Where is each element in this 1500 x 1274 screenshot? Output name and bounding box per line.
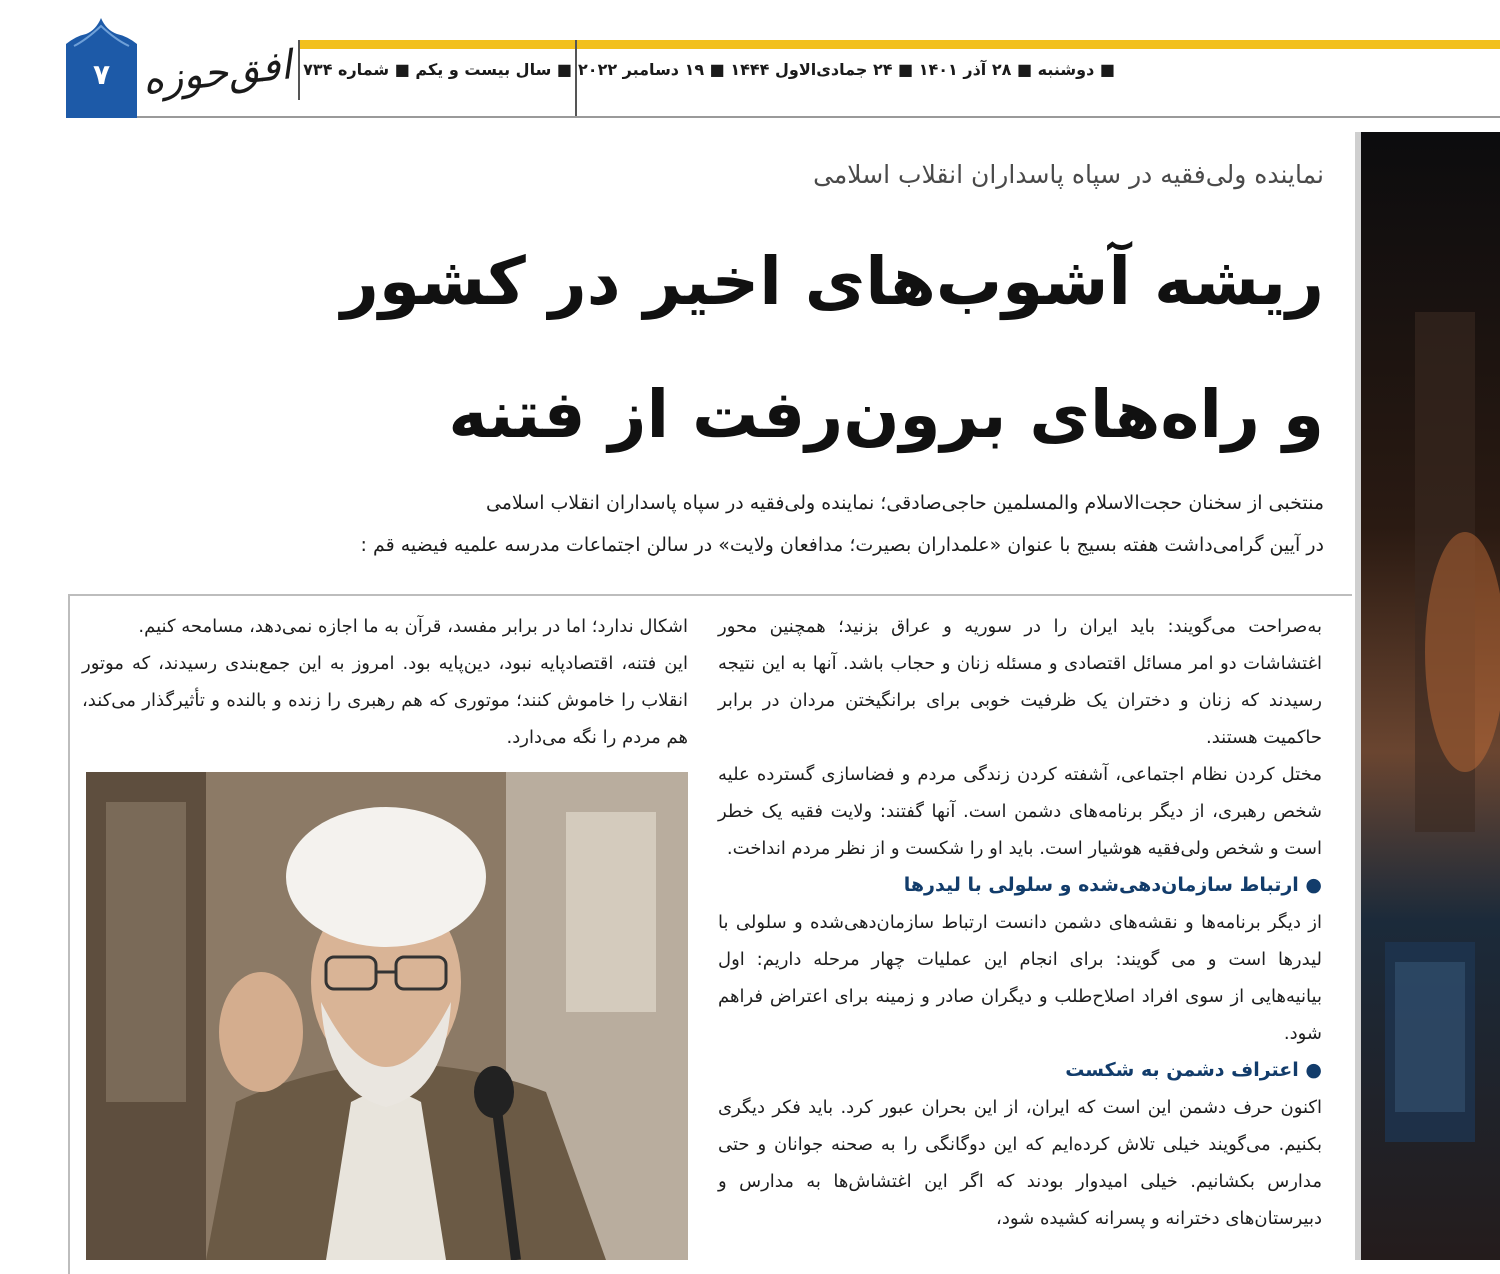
section-subhead xyxy=(718,1052,1322,1089)
subhead-text: ارتباط سازمان‌دهی‌شده و سلولی با لیدرها xyxy=(903,874,1299,896)
header-issue-line: ■ سال بیست و یکم ■ شماره ۷۳۴ xyxy=(303,60,572,79)
article-lead-line-2: در آیین گرامی‌داشت هفته بسیج با عنوان «علمداران بصیرت؛ مدافعان ولایت» در سالن اجتماعات مدرسه علمیه فیضیه قم : xyxy=(360,534,1324,556)
subhead-text: اعتراف دشمن به شکست xyxy=(1065,1059,1299,1081)
header-date-line: ■ دوشنبه ■ ۲۸ آذر ۱۴۰۱ ■ ۲۴ جمادی‌الاول ۱۴۴۴ ■ ۱۹ دسامبر ۲۰۲۲ xyxy=(578,60,1115,79)
bullet-icon: ● xyxy=(1298,1059,1322,1081)
article-title-line-1: ریشه آشوب‌های اخیر در کشور xyxy=(340,243,1324,320)
header-divider xyxy=(575,40,577,118)
bullet-icon: ● xyxy=(1298,874,1322,896)
paragraph: این فتنه، اقتصادپایه نبود، دین‌پایه بود. امروز به این جمع‌بندی رسیدند، که موتور انقلاب را خاموش کنند؛ موتوری که هم رهبری را زنده و بالنده و تأثیرگذار می‌کند، هم مردم را نگه می‌دارد. xyxy=(82,653,688,748)
paragraph: به‌صراحت می‌گویند: باید ایران را در سوریه و عراق بزنید؛ همچنین محور اغتشاشات دو امر مسائل اقتصادی و مسئله زنان و حجاب باشد. آنها به این نتیجه رسیدند که زنان و دختران یک ظرفیت خوبی برای برانگیختن مردان در برابر حاکمیت هستند. xyxy=(718,616,1322,748)
publication-logo: افق‌حوزه xyxy=(140,42,294,104)
page-number: ۷ xyxy=(92,58,111,91)
section-subhead xyxy=(718,867,1322,904)
article-column-left xyxy=(82,608,688,756)
side-photo xyxy=(1355,132,1500,1260)
article-lead-line-1: منتخبی از سخنان حجت‌الاسلام والمسلمین حاجی‌صادقی؛ نماینده ولی‌فقیه در سپاه پاسداران انقلاب اسلامی xyxy=(485,492,1324,514)
paragraph: از دیگر برنامه‌ها و نقشه‌های دشمن دانست ارتباط سازمان‌دهی‌شده و سلولی با لیدرها است و می گویند: برای انجام این عملیات چهار مرحله داریم: اول بیانیه‌هایی از سوی افراد اصلاح‌طلب و دیگران صادر و زمینه برای اعتراض فراهم شود. xyxy=(718,912,1322,1044)
article-title-line-2: و راه‌های برون‌رفت از فتنه xyxy=(448,376,1324,453)
article-kicker: نماینده ولی‌فقیه در سپاه پاسداران انقلاب اسلامی xyxy=(813,160,1324,189)
article-column-right xyxy=(718,608,1322,1237)
header-accent-bar xyxy=(298,40,1500,49)
paragraph: اکنون حرف دشمن این است که ایران، از این بحران عبور کرد. باید فکر دیگری بکنیم. می‌گویند خیلی تلاش کرده‌ایم که این دوگانگی را به صحنه جوانان و حتی مدارس بکشانیم. خیلی امیدوار بودند که اگر این اغتشاش‌ها به مدارس و دبیرستان‌های دخترانه و پسرانه کشیده شود، xyxy=(718,1097,1322,1229)
header-rule xyxy=(66,116,1500,118)
paragraph: اشکال ندارد؛ اما در برابر مفسد، قرآن به ما اجازه نمی‌دهد، مسامحه کنیم. xyxy=(138,616,688,637)
speaker-photo xyxy=(86,772,688,1260)
paragraph: مختل کردن نظام اجتماعی، آشفته کردن زندگی مردم و فضاسازی گسترده علیه شخص رهبری، از دیگر برنامه‌های دشمن است. آنها گفتند: ولایت فقیه یک خطر است و شخص ولی‌فقیه هوشیار است. باید او را شکست و از نظر مردم انداخت. xyxy=(718,764,1322,859)
